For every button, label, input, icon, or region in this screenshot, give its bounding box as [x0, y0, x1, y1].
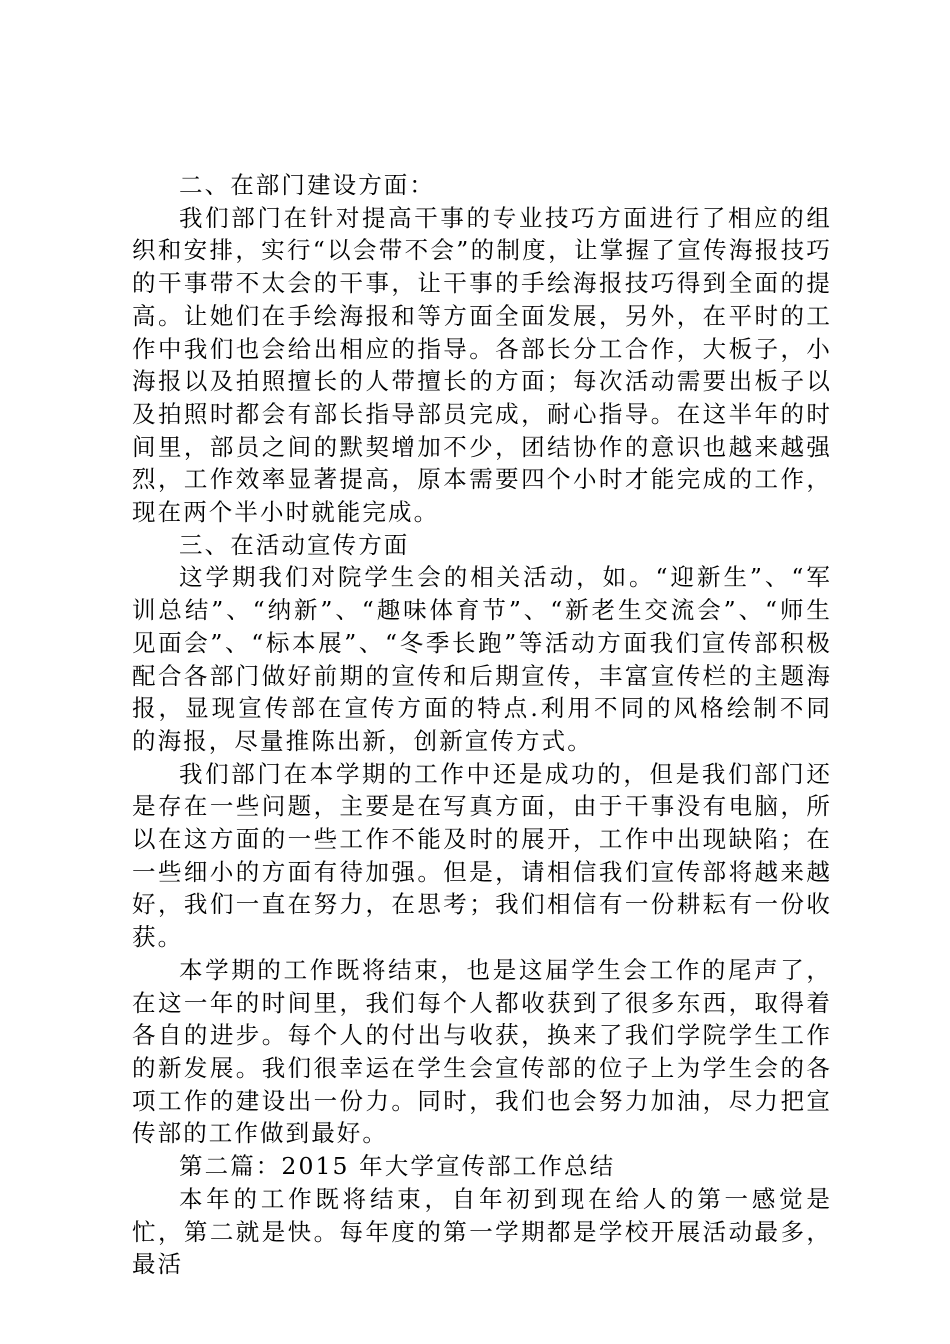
section-heading-part-two: 第二篇：2015 年大学宣传部工作总结	[179, 1152, 616, 1181]
paragraph-closing: 本学期的工作既将结束，也是这届学生会工作的尾声了，在这一年的时间里，我们每个人都收获到了很多东西，取得着各自的进步。每个人的付出与收获，换来了我们学院学生工作的新发展。我们很幸运在学生会宣传部的位子上为学生会的各项工作的建设出一份力。同时，我们也会努力加油，尽力把宣传部的工作做到最好。	[132, 955, 832, 1148]
paragraph-part-two: 本年的工作既将结束，自年初到现在给人的第一感觉是忙，第二就是快。每年度的第一学期都是学校开展活动最多，最活	[132, 1184, 832, 1279]
paragraph-dept-building: 我们部门在针对提高干事的专业技巧方面进行了相应的组织和安排，实行“以会带不会”的制度，让掌握了宣传海报技巧的干事带不太会的干事，让干事的手绘海报技巧得到全面的提高。让她们在手绘海报和等方面全面发展，另外，在平时的工作中我们也会给出相应的指导。各部长分工合作，大板子，小海报以及拍照擅长的人带擅长的方面；每次活动需要出板子以及拍照时都会有部长指导部员完成，耐心指导。在这半年的时间里，部员之间的默契增加不少，团结协作的意识也越来越强烈，工作效率显著提高，原本需要四个小时才能完成的工作，现在两个半小时就能完成。	[132, 203, 832, 527]
document-body	[132, 169, 832, 1281]
section-heading-dept-building: 二、在部门建设方面：	[179, 171, 435, 199]
paragraph-problems: 我们部门在本学期的工作中还是成功的，但是我们部门还是存在一些问题，主要是在写真方面，由于干事没有电脑，所以在这方面的一些工作不能及时的展开，工作中出现缺陷；在一些细小的方面有待加强。但是，请相信我们宣传部将越来越好，我们一直在努力，在思考；我们相信有一份耕耘有一份收获。	[132, 759, 832, 952]
section-heading-activity-publicity: 三、在活动宣传方面	[179, 530, 410, 559]
paragraph-activity-publicity: 这学期我们对院学生会的相关活动，如。“迎新生”、“军训总结”、“纳新”、“趣味体育节”、“新老生交流会”、“师生见面会”、“标本展”、“冬季长跑”等活动方面我们宣传部积极配合各部门做好前期的宣传和后期宣传，丰富宣传栏的主题海报，显现宣传部在宣传方面的特点.利用不同的风格绘制不同的海报，尽量推陈出新，创新宣传方式。	[132, 563, 832, 755]
